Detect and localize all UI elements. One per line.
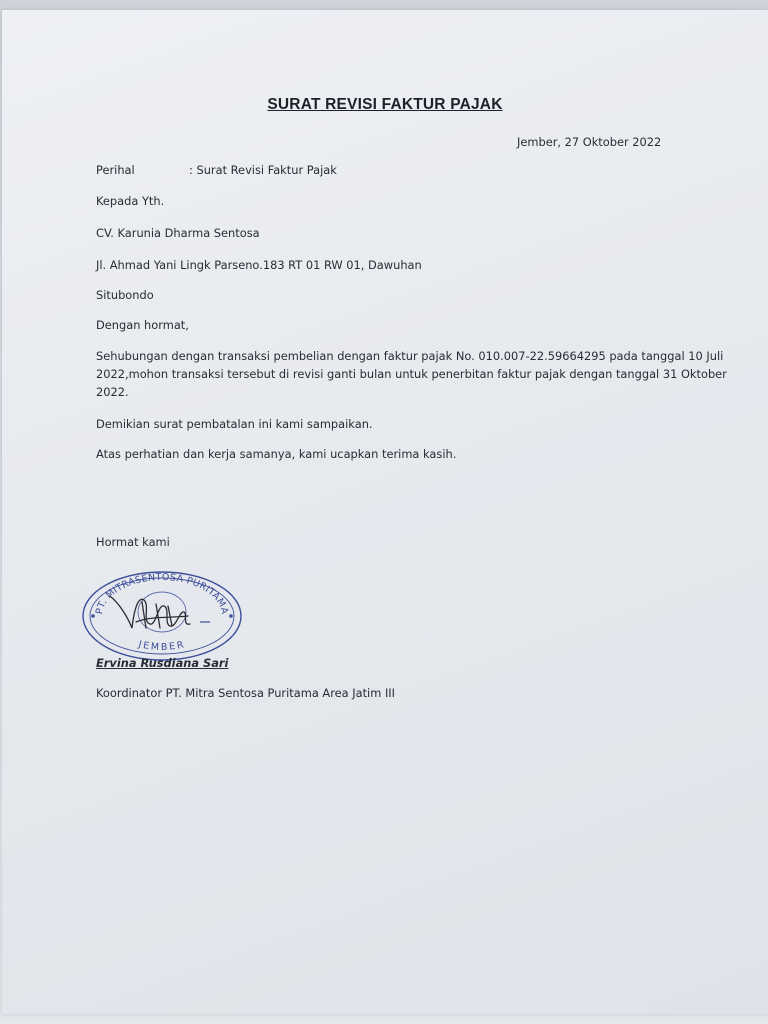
- recipient-city: Situbondo: [96, 288, 154, 302]
- stamp-bottom-text: JEMBER: [137, 638, 187, 654]
- subject-value: : Surat Revisi Faktur Pajak: [189, 163, 337, 177]
- closing-line-2: Atas perhatian dan kerja samanya, kami ucapkan terima kasih.: [96, 447, 457, 461]
- subject-label: Perihal: [96, 163, 135, 177]
- svg-text:PT. MITRASENTOSA PURITAMA: [94, 572, 230, 616]
- recipient-salutation: Kepada Yth.: [96, 194, 165, 208]
- letter-document: [2, 10, 768, 1014]
- svg-text:JEMBER: [136, 639, 186, 653]
- sign-off: Hormat kami: [96, 535, 170, 549]
- company-stamp: [80, 566, 244, 662]
- greeting: Dengan hormat,: [96, 318, 189, 332]
- letter-title: SURAT REVISI FAKTUR PAJAK: [267, 96, 503, 113]
- recipient-address: Jl. Ahmad Yani Lingk Parseno.183 RT 01 RW 01, Dawuhan: [96, 258, 422, 272]
- stamp-top-text: PT. MITRASENTOSA PURITAMA: [93, 571, 231, 616]
- closing-line-1: Demikian surat pembatalan ini kami sampaikan.: [96, 417, 373, 431]
- letter-paper: [2, 10, 768, 1014]
- letter-date: Jember, 27 Oktober 2022: [517, 135, 662, 149]
- handwritten-signature: [110, 596, 190, 628]
- signer-name: Ervina Rusdiana Sari: [96, 656, 229, 670]
- signer-title: Koordinator PT. Mitra Sentosa Puritama Area Jatim III: [96, 686, 396, 700]
- recipient-company: CV. Karunia Dharma Sentosa: [96, 226, 260, 240]
- body-paragraph: Sehubungan dengan transaksi pembelian dengan faktur pajak No. 010.007-22.59664295 pada tanggal 10 Juli 2022,mohon transaksi tersebut di revisi ganti bulan untuk penerbitan faktur pajak dengan tanggal 31 Oktober 2022.: [96, 349, 727, 399]
